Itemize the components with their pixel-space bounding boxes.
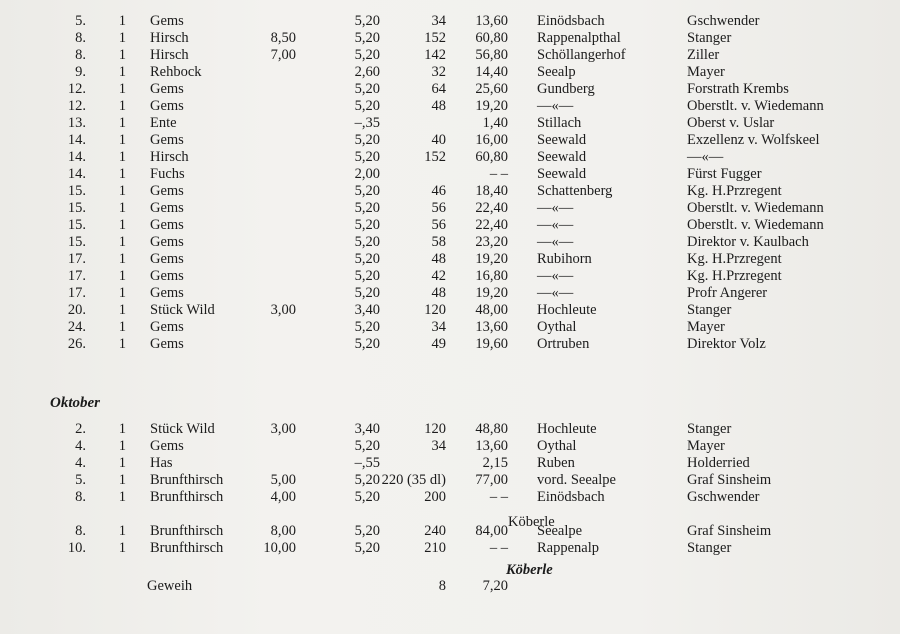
cell-count: 1 <box>118 166 126 182</box>
cell-hunter: Holderried <box>687 455 750 471</box>
cell-location: —«— <box>537 234 574 250</box>
cell-weight: 5,00 <box>270 472 296 488</box>
cell-location: Ortruben <box>537 336 590 352</box>
cell-count: 1 <box>118 234 126 250</box>
cell-count: 1 <box>118 47 126 63</box>
cell-location: vord. Seealpe <box>537 472 616 488</box>
cell-quantity: 48 <box>431 98 446 114</box>
cell-price: 5,20 <box>354 13 380 29</box>
cell-total: 18,40 <box>475 183 508 199</box>
cell-total: 1,40 <box>482 115 508 131</box>
cell-price: –,35 <box>354 115 380 131</box>
cell-quantity: 32 <box>431 64 446 80</box>
cell-species: Gems <box>150 438 184 454</box>
cell-hunter: Stanger <box>687 540 732 556</box>
cell-count: 1 <box>118 251 126 267</box>
cell-location: Gundberg <box>537 81 595 97</box>
ledger-row <box>0 182 900 200</box>
ledger-row <box>0 318 900 336</box>
cell-total: 25,60 <box>475 81 508 97</box>
cell-price: 5,20 <box>354 251 380 267</box>
cell-price: 5,20 <box>354 540 380 556</box>
cell-price: 5,20 <box>354 268 380 284</box>
cell-total: 60,80 <box>475 149 508 165</box>
ledger-row <box>0 471 900 489</box>
cell-location: —«— <box>537 217 574 233</box>
ledger-row <box>0 29 900 47</box>
cell-price: 5,20 <box>354 47 380 63</box>
cell-location: Rappenalpthal <box>537 30 621 46</box>
cell-total: 60,80 <box>475 30 508 46</box>
cell-total: 19,20 <box>475 98 508 114</box>
cell-day: 12. <box>67 81 86 97</box>
cell-total: – – <box>489 540 508 556</box>
cell-species: Rehbock <box>150 64 202 80</box>
cell-location: Seealpe <box>537 523 583 539</box>
cell-day: 15. <box>67 183 86 199</box>
cell-price: 5,20 <box>354 30 380 46</box>
cell-total: 22,40 <box>475 200 508 216</box>
cell-price: 5,20 <box>354 217 380 233</box>
cell-hunter: Graf Sinsheim <box>687 523 772 539</box>
cell-total: – – <box>489 489 508 505</box>
cell-total: 16,80 <box>475 268 508 284</box>
cell-count: 1 <box>118 132 126 148</box>
cell-total: 19,20 <box>475 285 508 301</box>
cell-species: Has <box>150 455 173 471</box>
cell-price: 2,60 <box>354 64 380 80</box>
cell-count: 1 <box>118 98 126 114</box>
cell-weight: 3,00 <box>270 421 296 437</box>
cell-location: Seewald <box>537 132 587 148</box>
cell-location: Oythal <box>537 438 577 454</box>
cell-location: —«— <box>537 200 574 216</box>
cell-price: 5,20 <box>354 81 380 97</box>
cell-species: Gems <box>150 234 184 250</box>
ledger-row <box>0 12 900 30</box>
month-heading-oktober: Oktober <box>50 395 100 411</box>
cell-quantity: 64 <box>431 81 446 97</box>
cell-day: 26. <box>67 336 86 352</box>
cell-hunter: Kg. H.Przregent <box>687 251 782 267</box>
ledger-row <box>0 114 900 132</box>
ledger-row <box>0 250 900 268</box>
cell-hunter: Profr Angerer <box>687 285 768 301</box>
cell-species: Stück Wild <box>150 421 215 437</box>
ledger-row <box>0 131 900 149</box>
note-koeberle-2: Köberle <box>506 562 553 578</box>
cell-location: Hochleute <box>537 421 597 437</box>
ledger-row <box>0 199 900 217</box>
ledger-row <box>0 335 900 353</box>
ledger-row <box>0 301 900 319</box>
cell-price: 5,20 <box>354 98 380 114</box>
cell-hunter: Mayer <box>687 438 725 454</box>
cell-weight: 8,00 <box>270 523 296 539</box>
cell-weight: 8,50 <box>270 30 296 46</box>
cell-location: Oythal <box>537 319 577 335</box>
ledger-row <box>0 522 900 540</box>
cell-day: 10. <box>67 540 86 556</box>
cell-count: 1 <box>118 115 126 131</box>
cell-price: 5,20 <box>354 132 380 148</box>
cell-species: Gems <box>150 336 184 352</box>
cell-count: 1 <box>118 540 126 556</box>
cell-day: 24. <box>67 319 86 335</box>
cell-weight: 4,00 <box>270 489 296 505</box>
cell-quantity: 8 <box>438 578 446 594</box>
cell-total: 48,80 <box>475 421 508 437</box>
cell-hunter: Mayer <box>687 319 725 335</box>
cell-day: 5. <box>75 472 86 488</box>
cell-price: 3,40 <box>354 421 380 437</box>
cell-species: Gems <box>150 81 184 97</box>
cell-count: 1 <box>118 319 126 335</box>
cell-total: 48,00 <box>475 302 508 318</box>
cell-day: 8. <box>75 30 86 46</box>
cell-quantity: 120 <box>424 421 446 437</box>
cell-total: 77,00 <box>475 472 508 488</box>
cell-species: Gems <box>150 132 184 148</box>
cell-hunter: Stanger <box>687 421 732 437</box>
cell-quantity: 56 <box>431 200 446 216</box>
cell-location: Schattenberg <box>537 183 613 199</box>
cell-total: 16,00 <box>475 132 508 148</box>
cell-day: 4. <box>75 455 86 471</box>
cell-day: 8. <box>75 523 86 539</box>
ledger-row <box>0 80 900 98</box>
cell-count: 1 <box>118 200 126 216</box>
cell-price: 5,20 <box>354 149 380 165</box>
cell-total: 19,20 <box>475 251 508 267</box>
cell-location: Seewald <box>537 149 587 165</box>
cell-species: Gems <box>150 268 184 284</box>
cell-location: Ruben <box>537 455 575 471</box>
cell-species: Gems <box>150 13 184 29</box>
cell-count: 1 <box>118 455 126 471</box>
cell-location: Einödsbach <box>537 489 605 505</box>
note-koeberle-1: Köberle <box>508 514 555 530</box>
cell-weight: 7,00 <box>270 47 296 63</box>
cell-day: 8. <box>75 47 86 63</box>
cell-location: Seewald <box>537 166 587 182</box>
cell-price: 5,20 <box>354 200 380 216</box>
ledger-row <box>0 539 900 557</box>
cell-quantity: 152 <box>424 149 446 165</box>
cell-price: 5,20 <box>354 489 380 505</box>
cell-species: Brunfthirsch <box>150 523 224 539</box>
ledger-row <box>0 165 900 183</box>
cell-day: 4. <box>75 438 86 454</box>
cell-total: 84,00 <box>475 523 508 539</box>
cell-quantity: 34 <box>431 13 446 29</box>
cell-hunter: Graf Sinsheim <box>687 472 772 488</box>
cell-count: 1 <box>118 472 126 488</box>
cell-price: 5,20 <box>354 438 380 454</box>
cell-count: 1 <box>118 81 126 97</box>
cell-quantity: 49 <box>431 336 446 352</box>
ledger-row-geweih <box>0 577 900 595</box>
cell-hunter: Stanger <box>687 302 732 318</box>
cell-count: 1 <box>118 64 126 80</box>
cell-count: 1 <box>118 268 126 284</box>
cell-location: Rappenalp <box>537 540 600 556</box>
cell-total: 13,60 <box>475 13 508 29</box>
cell-day: 8. <box>75 489 86 505</box>
cell-hunter: Direktor Volz <box>687 336 766 352</box>
cell-hunter: Direktor v. Kaulbach <box>687 234 809 250</box>
cell-location: Rubihorn <box>537 251 592 267</box>
ledger-row <box>0 46 900 64</box>
cell-day: 13. <box>67 115 86 131</box>
ledger-row <box>0 97 900 115</box>
cell-location: Hochleute <box>537 302 597 318</box>
cell-species: Brunfthirsch <box>150 489 224 505</box>
cell-species: Stück Wild <box>150 302 215 318</box>
ledger-row <box>0 437 900 455</box>
cell-quantity: 34 <box>431 319 446 335</box>
cell-quantity: 210 <box>424 540 446 556</box>
cell-total: – – <box>489 166 508 182</box>
cell-total: 19,60 <box>475 336 508 352</box>
cell-total: 56,80 <box>475 47 508 63</box>
cell-hunter: Stanger <box>687 30 732 46</box>
cell-quantity: 48 <box>431 251 446 267</box>
cell-quantity: 120 <box>424 302 446 318</box>
cell-day: 15. <box>67 217 86 233</box>
cell-hunter: Mayer <box>687 64 725 80</box>
cell-quantity: 40 <box>431 132 446 148</box>
cell-species: Gems <box>150 200 184 216</box>
cell-total: 13,60 <box>475 438 508 454</box>
cell-hunter: Oberstlt. v. Wiedemann <box>687 98 824 114</box>
cell-location: Stillach <box>537 115 582 131</box>
cell-price: –,55 <box>354 455 380 471</box>
cell-price: 5,20 <box>354 472 380 488</box>
cell-quantity: 58 <box>431 234 446 250</box>
cell-location: Schöllangerhof <box>537 47 626 63</box>
ledger-row <box>0 63 900 81</box>
cell-count: 1 <box>118 285 126 301</box>
cell-quantity: 220 (35 dl) <box>381 472 446 488</box>
cell-price: 5,20 <box>354 234 380 250</box>
cell-count: 1 <box>118 30 126 46</box>
cell-count: 1 <box>118 13 126 29</box>
cell-price: 5,20 <box>354 319 380 335</box>
ledger-row <box>0 216 900 234</box>
ledger-row <box>0 420 900 438</box>
cell-hunter: Gschwender <box>687 13 760 29</box>
cell-total: 13,60 <box>475 319 508 335</box>
cell-day: 15. <box>67 200 86 216</box>
cell-species: Hirsch <box>150 30 189 46</box>
cell-day: 17. <box>67 251 86 267</box>
cell-species: Gems <box>150 183 184 199</box>
cell-hunter: Kg. H.Przregent <box>687 268 782 284</box>
cell-count: 1 <box>118 149 126 165</box>
cell-quantity: 42 <box>431 268 446 284</box>
cell-day: 15. <box>67 234 86 250</box>
cell-species: Brunfthirsch <box>150 472 224 488</box>
cell-price: 2,00 <box>354 166 380 182</box>
cell-day: 2. <box>75 421 86 437</box>
cell-day: 20. <box>67 302 86 318</box>
cell-species: Hirsch <box>150 149 189 165</box>
cell-quantity: 48 <box>431 285 446 301</box>
cell-hunter: Oberstlt. v. Wiedemann <box>687 217 824 233</box>
cell-location: Einödsbach <box>537 13 605 29</box>
cell-hunter: Oberstlt. v. Wiedemann <box>687 200 824 216</box>
cell-species: Fuchs <box>150 166 185 182</box>
cell-total: 14,40 <box>475 64 508 80</box>
cell-species: Brunfthirsch <box>150 540 224 556</box>
cell-species: Gems <box>150 319 184 335</box>
cell-location: —«— <box>537 268 574 284</box>
cell-quantity: 56 <box>431 217 446 233</box>
cell-species: Geweih <box>147 578 193 594</box>
cell-count: 1 <box>118 421 126 437</box>
cell-species: Hirsch <box>150 47 189 63</box>
cell-weight: 3,00 <box>270 302 296 318</box>
cell-total: 2,15 <box>482 455 508 471</box>
cell-day: 14. <box>67 166 86 182</box>
cell-quantity: 142 <box>424 47 446 63</box>
cell-species: Gems <box>150 217 184 233</box>
ledger-row <box>0 233 900 251</box>
cell-count: 1 <box>118 489 126 505</box>
cell-quantity: 46 <box>431 183 446 199</box>
cell-location: Seealp <box>537 64 576 80</box>
cell-total: 23,20 <box>475 234 508 250</box>
cell-quantity: 240 <box>424 523 446 539</box>
cell-day: 17. <box>67 268 86 284</box>
cell-price: 5,20 <box>354 523 380 539</box>
cell-hunter: Exzellenz v. Wolfskeel <box>687 132 820 148</box>
cell-total: 22,40 <box>475 217 508 233</box>
cell-hunter: Fürst Fugger <box>687 166 762 182</box>
cell-species: Gems <box>150 285 184 301</box>
ledger-row <box>0 148 900 166</box>
cell-quantity: 200 <box>424 489 446 505</box>
cell-hunter: —«— <box>687 149 724 165</box>
cell-hunter: Gschwender <box>687 489 760 505</box>
cell-price: 5,20 <box>354 183 380 199</box>
cell-hunter: Ziller <box>687 47 720 63</box>
cell-day: 9. <box>75 64 86 80</box>
cell-hunter: Forstrath Krembs <box>687 81 789 97</box>
cell-price: 5,20 <box>354 285 380 301</box>
ledger-row <box>0 284 900 302</box>
ledger-row <box>0 267 900 285</box>
cell-price: 3,40 <box>354 302 380 318</box>
cell-count: 1 <box>118 183 126 199</box>
ledger-row <box>0 454 900 472</box>
cell-hunter: Oberst v. Uslar <box>687 115 775 131</box>
cell-weight: 10,00 <box>263 540 296 556</box>
cell-day: 14. <box>67 149 86 165</box>
cell-species: Gems <box>150 251 184 267</box>
cell-count: 1 <box>118 523 126 539</box>
cell-quantity: 34 <box>431 438 446 454</box>
cell-count: 1 <box>118 336 126 352</box>
cell-quantity: 152 <box>424 30 446 46</box>
cell-location: —«— <box>537 98 574 114</box>
cell-price: 5,20 <box>354 336 380 352</box>
cell-day: 5. <box>75 13 86 29</box>
cell-day: 14. <box>67 132 86 148</box>
cell-species: Gems <box>150 98 184 114</box>
cell-count: 1 <box>118 217 126 233</box>
cell-count: 1 <box>118 438 126 454</box>
cell-total: 7,20 <box>482 578 508 594</box>
ledger-row <box>0 488 900 506</box>
cell-count: 1 <box>118 302 126 318</box>
cell-day: 17. <box>67 285 86 301</box>
cell-location: —«— <box>537 285 574 301</box>
cell-day: 12. <box>67 98 86 114</box>
cell-hunter: Kg. H.Przregent <box>687 183 782 199</box>
cell-species: Ente <box>150 115 177 131</box>
